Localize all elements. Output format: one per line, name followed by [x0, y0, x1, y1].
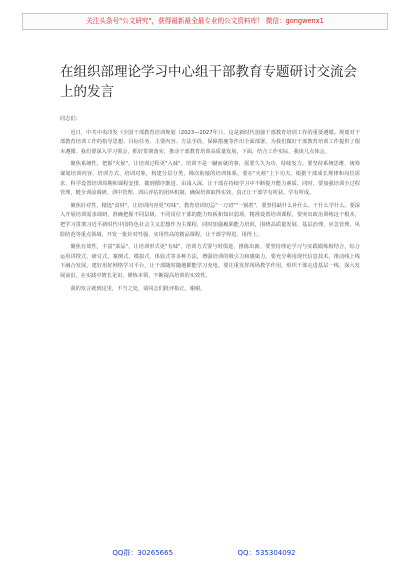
paragraph-point-3: 聚焦有效性，丰富"菜品"，让培训形式更"有味"。培训方式要与时俱进、推陈出新。要坚持理论学习与实践锻炼相结合，综合运用讲授式、研讨式、案例式、模拟式、体验式等多种方法，增强培训的吸引力和感染力。要充分利用现代信息技术，推动线上线下融合发展，建好用好网络学习平台，让干部随时随地都能学习充电。要注重发挥现场教学作用，组织干部走进基层一线、深入发展前沿，在实践中增长见识、锤炼本领，不断提高培训的实效性。 [60, 244, 360, 279]
salutation: 同志们： [60, 116, 81, 122]
contact-footer [0, 547, 408, 559]
document-title: 在组织部理论学习中心组干部教育专题研讨交流会上的发言 [60, 64, 357, 100]
qq-group-text: QQ群：30265665 [112, 549, 174, 557]
paragraph-closing: 我的发言就到这里，不当之处，请同志们批评指正。谢谢。 [70, 285, 206, 292]
document-body [60, 115, 360, 294]
paragraph-point-1: 聚焦系统性，把握"火候"，让培训过程更"入味"。培训不是一蹴而就的事，需要久久为功、持续发力。要坚持系统思维，统筹谋划培训内容、培训方式、培训对象，构建分层分类、梯次衔接的培训体系。要在"火候"上下功夫，根据干部成长规律和岗位需求，科学设置培训周期和课程安排，做到循序渐进、由浅入深，让干部在持续学习中不断提升能力素质。同时，要加强培训全过程管理，健全训前调研、训中管理、训后评估的闭环机制，确保培训取得实效，真正让干部学有所获、学有所成。 [60, 161, 360, 197]
qq-contact-text: QQ：535304092 [237, 549, 296, 557]
paragraph-point-2: 聚焦针对性，精选"食材"，让培训内容更"对味"。教育培训切忌"一刀切""一锅煮"，要坚持缺什么补什么、干什么学什么。要深入开展培训需求调研，准确把握不同层级、不同岗位干部的能力短板和知识弱项，精准设置培训课程。要突出政治训练这个根本，把学习贯彻习近平新时代中国特色社会主义思想作为主课程，同时加强履职能力培训，围绕高质量发展、基层治理、应急管理、风险防范等重点领域，开发一批针对性强、实用性高的精品课程，让干部学得进、用得上。 [60, 202, 360, 238]
paragraph-intro: 近日，中共中央印发《全国干部教育培训规划（2023—2027年）》，这是新时代加强干部教育培训工作的重要遵循。规划对干部教育培训工作的指导思想、目标任务、主要内容、方法手段、保障措施等作出全面部署，为我们做好干部教育培训工作提供了根本遵循。我们要深入学习领会，抓好贯彻落实，推动干部教育培训高质量发展。下面，结合工作实际，我谈几点体会。 [60, 129, 360, 155]
promo-banner: 关注头条号"公文研究"，获得最新最全最专业的公文资料库！ 微信：gongwenx1 [22, 13, 388, 30]
